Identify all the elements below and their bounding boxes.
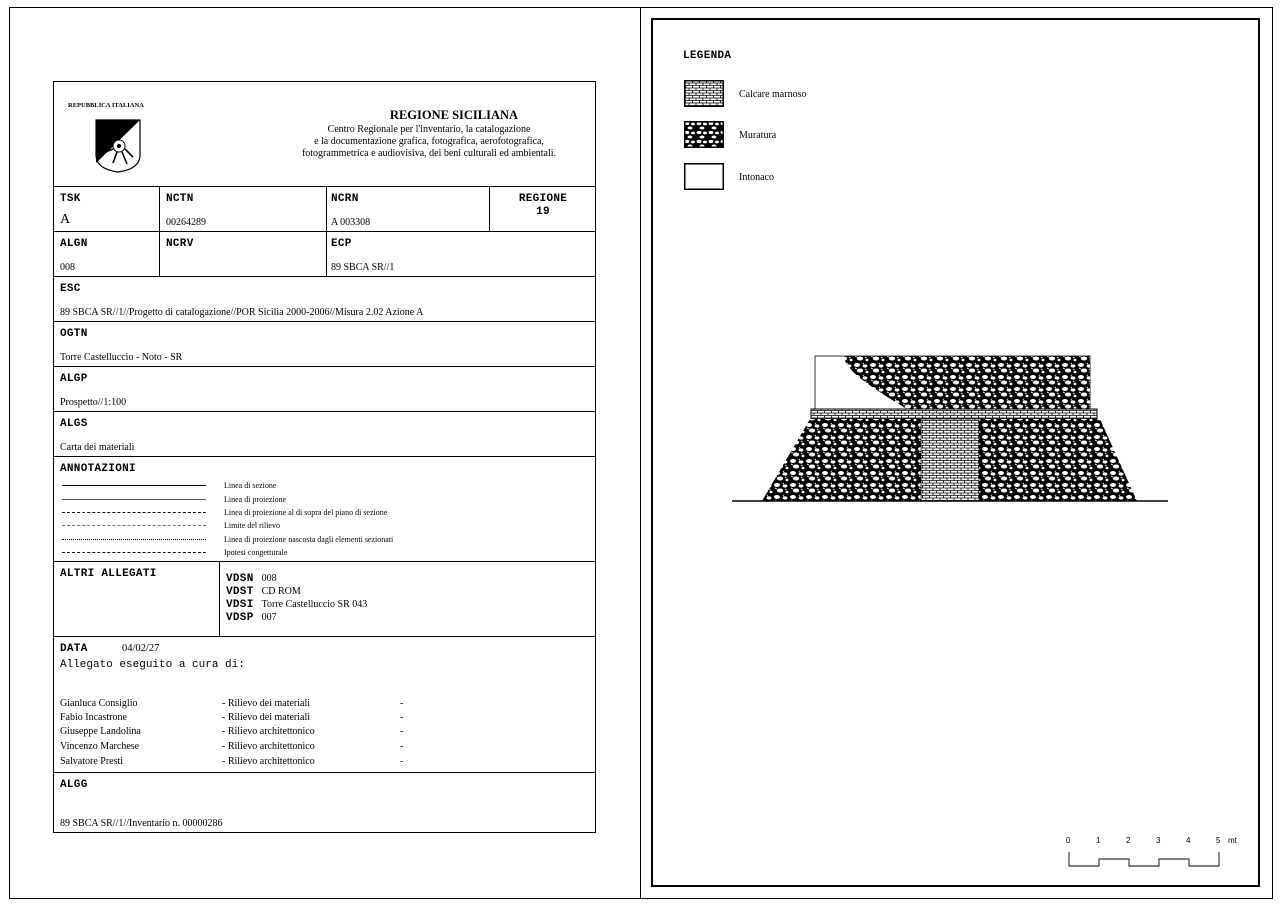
scale-unit: mt: [1228, 836, 1237, 845]
row-divider: [54, 186, 595, 187]
line-sample-hidden: [62, 539, 206, 540]
regione-value: 19: [536, 206, 550, 218]
line-label: Linea di sezione: [224, 481, 277, 490]
algn-label: ALGN: [60, 238, 88, 250]
stone-masonry-swatch-icon: [684, 121, 724, 148]
line-label: Linea di proiezione nascosta dagli elementi sezionati: [224, 535, 394, 544]
algs-label: ALGS: [60, 418, 88, 430]
sicily-emblem-icon: [95, 119, 141, 173]
allegati-row: [226, 568, 586, 585]
scale-tick-label: 5: [1216, 836, 1221, 845]
scale-bar: [1060, 834, 1250, 874]
line-sample-limit: [62, 525, 206, 526]
sheet-divider: [640, 7, 641, 899]
line-sample-projection: [62, 499, 206, 500]
credit-dash: -: [400, 712, 404, 723]
line-sample-above: [62, 512, 206, 513]
scale-tick-label: 3: [1156, 836, 1161, 845]
credit-role: - Rilievo architettonico: [222, 726, 315, 737]
credit-dash: -: [400, 756, 404, 767]
allegati-value: 008: [261, 573, 277, 584]
row-divider: [54, 772, 595, 773]
credit-dash: -: [400, 741, 404, 752]
tower-elevation-drawing: [725, 350, 1175, 510]
allegati-row: [226, 594, 586, 611]
ecp-value: 89 SBCA SR//1: [331, 262, 395, 273]
col-divider: [159, 186, 160, 276]
nctn-value: 00264289: [166, 217, 206, 228]
algg-value: 89 SBCA SR//1//Inventario n. 00000286: [60, 818, 223, 829]
center-line-1: Centro Regionale per l'inventario, la catalogazione: [327, 124, 531, 135]
legend-label: Calcare marnoso: [739, 89, 807, 100]
nctn-label: NCTN: [166, 193, 194, 205]
allegati-row: [226, 581, 586, 598]
annotazioni-label: ANNOTAZIONI: [60, 463, 136, 475]
ncrn-label: NCRN: [331, 193, 359, 205]
algg-label: ALGG: [60, 779, 88, 791]
row-divider: [54, 561, 595, 562]
credit-name: Salvatore Presti: [60, 756, 124, 767]
credit-role: - Rilievo dei materiali: [222, 712, 311, 723]
ncrv-label: NCRV: [166, 238, 194, 250]
tsk-value: A: [60, 212, 71, 227]
ecp-label: ECP: [331, 238, 352, 250]
brick-pattern-swatch-icon: [684, 80, 724, 107]
credit-dash: -: [400, 726, 404, 737]
credit-name: Vincenzo Marchese: [60, 741, 140, 752]
credit-name: Giuseppe Landolina: [60, 726, 141, 737]
line-label: Ipotesi congetturale: [224, 548, 288, 557]
credit-name: Fabio Incastrone: [60, 712, 127, 723]
allegati-key: VDSN: [226, 573, 254, 585]
scale-tick-label: 1: [1096, 836, 1101, 845]
row-divider: [54, 456, 595, 457]
regione-label: REGIONE: [518, 193, 568, 205]
region-title: REGIONE SICILIANA: [389, 108, 519, 122]
scale-tick-label: 0: [1066, 836, 1071, 845]
ogtn-label: OGTN: [60, 328, 88, 340]
scale-bar-graphic: [1060, 848, 1230, 868]
line-legend: [54, 477, 595, 557]
allegati-value: Torre Castelluccio SR 043: [261, 599, 368, 610]
col-divider: [219, 561, 220, 636]
allegati-value: CD ROM: [261, 586, 301, 597]
algn-value: 008: [60, 262, 75, 273]
center-line-2: e la documentazione grafica, fotografica, aerofotografica,: [314, 136, 544, 147]
ogtn-value: Torre Castelluccio - Noto - SR: [60, 352, 183, 363]
row-divider: [54, 636, 595, 637]
credit-role: - Rilievo dei materiali: [222, 698, 311, 709]
line-label: Limite del rilievo: [224, 521, 280, 530]
row-divider: [54, 276, 595, 277]
tsk-label: TSK: [60, 193, 81, 205]
legend-title: LEGENDA: [683, 50, 732, 62]
data-label: DATA: [60, 643, 88, 655]
algp-value: Prospetto//1:100: [60, 397, 127, 408]
credit-role: - Rilievo architettonico: [222, 741, 315, 752]
allegati-key: VDSP: [226, 612, 254, 624]
allegati-key: VDSI: [226, 599, 254, 611]
center-description: [264, 124, 594, 160]
data-subtitle: Allegato eseguito a cura di:: [60, 659, 245, 671]
row-divider: [54, 411, 595, 412]
col-divider: [489, 186, 490, 231]
credit-role: - Rilievo architettonico: [222, 756, 315, 767]
allegati-key: VDST: [226, 586, 254, 598]
allegati-value: 007: [261, 612, 277, 623]
center-line-3: fotogrammetrica e audiovisiva, dei beni culturali ed ambientali.: [301, 148, 557, 159]
line-sample-conjecture: [62, 552, 206, 553]
blank-swatch-icon: [684, 163, 724, 190]
row-divider: [54, 366, 595, 367]
line-label: Linea di proiezione al di sopra del piano di sezione: [224, 508, 388, 517]
credit-dash: -: [400, 698, 404, 709]
row-divider: [54, 321, 595, 322]
scale-tick-label: 2: [1126, 836, 1131, 845]
credit-name: Gianluca Consiglio: [60, 698, 138, 709]
esc-label: ESC: [60, 283, 81, 295]
data-value: 04/02/27: [122, 643, 160, 654]
altri-allegati-label: ALTRI ALLEGATI: [60, 568, 157, 580]
allegati-list: [226, 568, 586, 624]
line-label: Linea di proiezione: [224, 495, 287, 504]
republic-label: REPUBBLICA ITALIANA: [68, 102, 144, 109]
legend-label: Intonaco: [739, 172, 774, 183]
legend-label: Muratura: [739, 130, 777, 141]
ncrn-value: A 003308: [331, 217, 371, 228]
scale-tick-label: 4: [1186, 836, 1191, 845]
catalog-card: [53, 81, 596, 833]
algp-label: ALGP: [60, 373, 88, 385]
row-divider: [54, 231, 595, 232]
line-sample-section: [62, 485, 206, 486]
col-divider: [326, 186, 327, 276]
algs-value: Carta dei materiali: [60, 442, 135, 453]
esc-value: 89 SBCA SR//1//Progetto di catalogazione//POR Sicilia 2000-2006//Misura 2.02 Azione A: [60, 307, 424, 318]
